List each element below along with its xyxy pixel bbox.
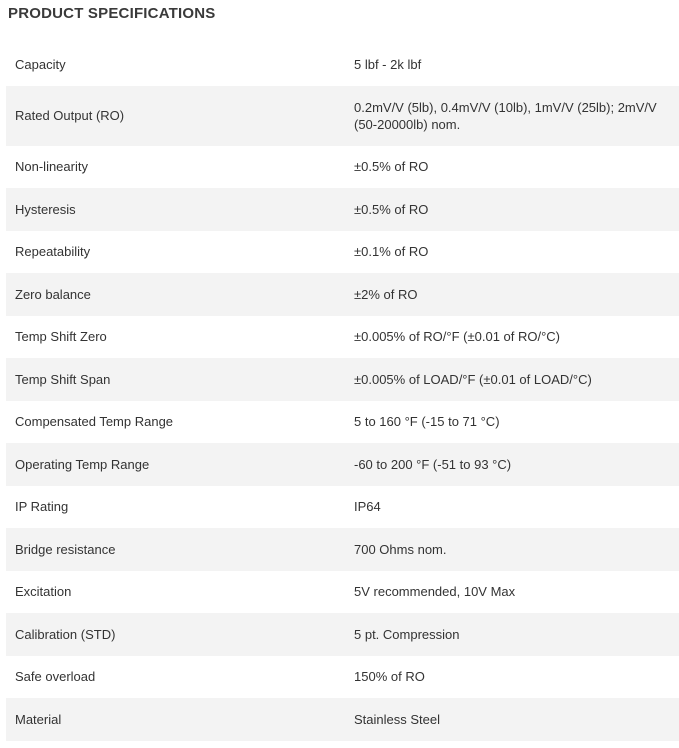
specifications-table-body xyxy=(6,43,679,741)
spec-value: ±2% of RO xyxy=(354,286,418,302)
spec-row-repeatability xyxy=(6,231,679,274)
spec-row-bridge-resistance xyxy=(6,528,679,571)
spec-label: Safe overload xyxy=(15,669,96,685)
spec-row-safe-overload xyxy=(6,656,679,699)
spec-row-hysteresis xyxy=(6,188,679,231)
spec-row-non-linearity xyxy=(6,146,679,189)
spec-row-temp-shift-span xyxy=(6,358,679,401)
spec-label: Capacity xyxy=(15,56,66,72)
spec-label: Zero balance xyxy=(15,286,91,302)
spec-label: Non-linearity xyxy=(15,159,88,175)
spec-value: 700 Ohms nom. xyxy=(354,541,447,557)
spec-row-operating-temp-range xyxy=(6,443,679,486)
spec-label: Hysteresis xyxy=(15,201,76,217)
spec-label: Calibration (STD) xyxy=(15,626,116,642)
spec-value: Stainless Steel xyxy=(354,711,440,727)
spec-label: Operating Temp Range xyxy=(15,456,150,472)
spec-value: ±0.005% of LOAD/°F (±0.01 of LOAD/°C) xyxy=(354,371,592,387)
spec-row-rated-output xyxy=(6,86,679,146)
spec-label: Compensated Temp Range xyxy=(15,414,174,430)
spec-value: IP64 xyxy=(354,499,381,515)
spec-value: 5V recommended, 10V Max xyxy=(354,584,516,600)
spec-row-excitation xyxy=(6,571,679,614)
spec-value: ±0.5% of RO xyxy=(354,201,429,217)
specifications-table xyxy=(6,43,679,741)
spec-row-calibration xyxy=(6,613,679,656)
spec-value: 5 to 160 °F (-15 to 71 °C) xyxy=(354,414,500,430)
spec-label: Temp Shift Zero xyxy=(15,329,107,345)
spec-row-material xyxy=(6,698,679,741)
spec-label: Material xyxy=(15,711,62,727)
spec-value: -60 to 200 °F (-51 to 93 °C) xyxy=(354,456,512,472)
spec-row-temp-shift-zero xyxy=(6,316,679,359)
spec-label: Temp Shift Span xyxy=(15,371,111,387)
spec-row-capacity xyxy=(6,43,679,86)
spec-label: IP Rating xyxy=(15,499,69,515)
spec-row-zero-balance xyxy=(6,273,679,316)
spec-label: Bridge resistance xyxy=(15,541,116,557)
spec-value: 5 pt. Compression xyxy=(354,626,460,642)
spec-value: 0.2mV/V (5lb), 0.4mV/V (10lb), 1mV/V (25lb); 2mV/V (50-20000lb) nom. xyxy=(354,99,657,132)
spec-label: Repeatability xyxy=(15,244,91,260)
spec-label: Excitation xyxy=(15,584,72,600)
spec-value: 5 lbf - 2k lbf xyxy=(354,56,422,72)
spec-label: Rated Output (RO) xyxy=(15,108,125,123)
spec-value: 150% of RO xyxy=(354,669,425,685)
spec-row-ip-rating xyxy=(6,486,679,529)
spec-value: ±0.5% of RO xyxy=(354,159,429,175)
spec-row-compensated-temp-range xyxy=(6,401,679,444)
spec-value: ±0.005% of RO/°F (±0.01 of RO/°C) xyxy=(354,329,561,345)
spec-value: ±0.1% of RO xyxy=(354,244,429,260)
section-title: PRODUCT SPECIFICATIONS xyxy=(8,5,216,22)
